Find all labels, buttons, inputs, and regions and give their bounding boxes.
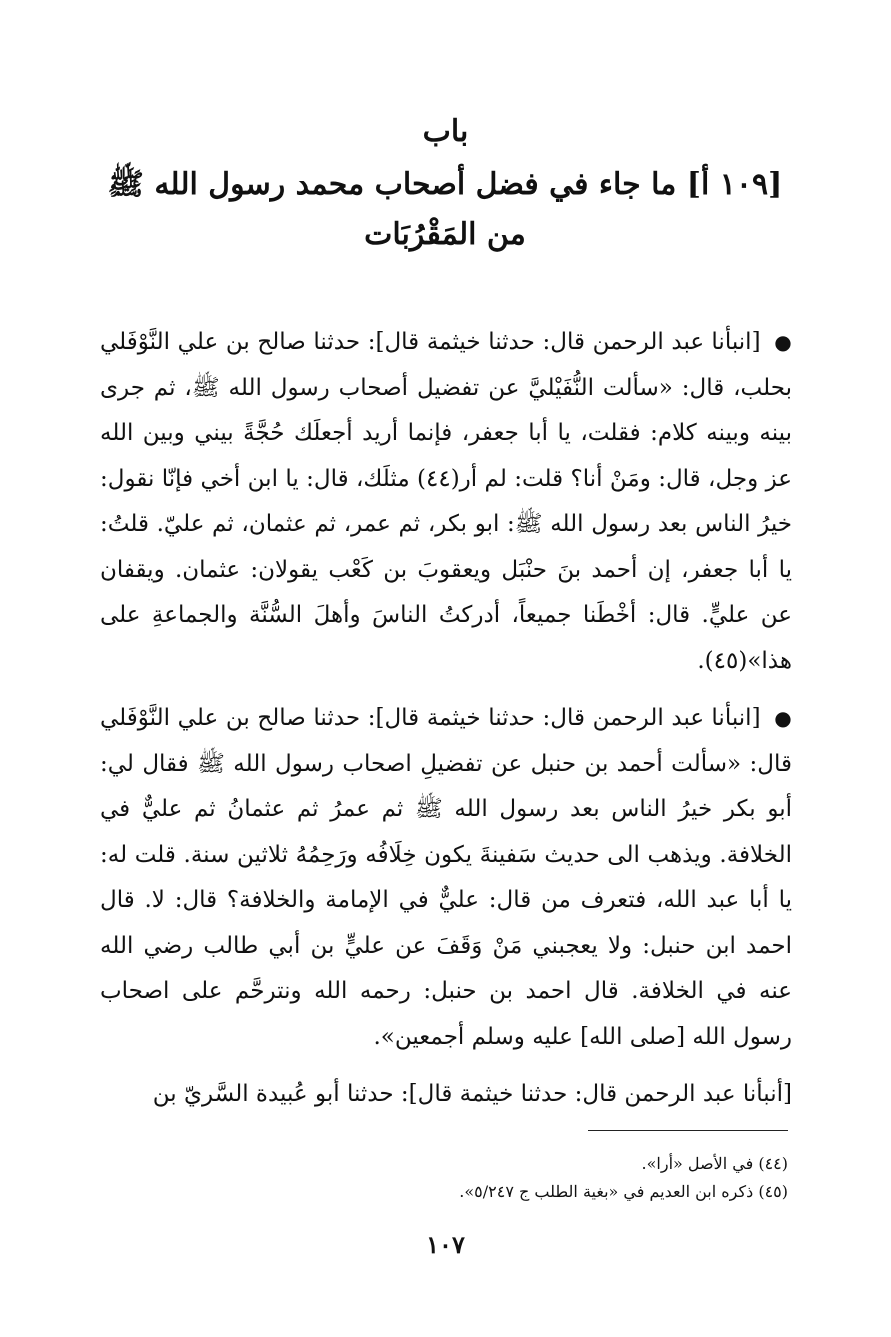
bullet-icon: ● [774,706,792,730]
paragraph-text: [أنبأنا عبد الرحمن قال: حدثنا خيثمة قال]: حدثنا أبو عُبيدة السَّريّ بن [152,1081,792,1107]
paragraph-1 [100,320,792,684]
paragraph-text: [انبأنا عبد الرحمن قال: حدثنا خيثمة قال]: حدثنا صالح بن علي النَّوْفَلي بحلب، قال: «سألت النُّفَيْليَّ عن تفضيل أصحاب رسول الله ﷺ، ثم جرى بينه وبينه كلام: فقلت، يا أبا جعفر، فإنما أريد أجعلَك حُجَّةً بيني وبين الله عز وجل، قال: ومَنْ أنا؟ قلت: لم أر(٤٤) مثلَك، قال: يا ابن أخي فإنّا نقول: خيرُ الناس بعد رسول الله ﷺ: ابو بكر، ثم عمر، ثم عثمان، ثم عليّ. قلتُ: يا أبا جعفر، إن أحمد بنَ حنْبَل ويعقوبَ بن كَعْب يقولان: عثمان. ويقفان عن عليٍّ. قال: أخْطَنا جميعاً، أدركتُ الناسَ وأهلَ السُّنَّة والجماعةِ على هذا»(٤٥). [100,329,792,674]
footnote-divider [588,1130,788,1131]
body-text [100,320,792,1130]
bullet-icon: ● [774,330,792,354]
chapter-title: [١٠٩ أ] ما جاء في فضل أصحاب محمد رسول الله ﷺ من المَقْرُبَات [107,167,783,252]
footnote-44: (٤٤) في الأصل «أرا». [641,1154,788,1173]
paragraph-3 [100,1072,792,1118]
footnote-45: (٤٥) ذكره ابن العديم في «بغية الطلب ج ٥/٢٤٧». [459,1182,788,1201]
paragraph-2 [100,696,792,1060]
page-number: ١٠٧ [426,1230,465,1259]
footnotes [300,1150,788,1206]
paragraph-text: [انبأنا عبد الرحمن قال: حدثنا خيثمة قال]: حدثنا صالح بن علي النَّوْفَلي قال: «سألت أحمد بن حنبل عن تفضيلِ اصحاب رسول الله ﷺ فقال لي: أبو بكر خيرُ الناس بعد رسول الله ﷺ ثم عمرُ ثم عثمانُ ثم عليٌّ في الخلافة. ويذهب الى حديث سَفينةَ يكون خِلَافُه ورَحِمُهُ ثلاثين سنة. قلت له: يا أبا عبد الله، فتعرف من قال: عليٌّ في الإمامة والخلافة؟ قال: لا. قال احمد ابن حنبل: ولا يعجبني مَنْ وَقَفَ عن عليٍّ بن أبي طالب رضي الله عنه في الخلافة. قال احمد بن حنبل: رحمه الله ونترحَّم على اصحاب رسول الله [صلى الله] عليه وسلم أجمعين». [100,705,792,1050]
chapter-label: باب [422,114,469,149]
